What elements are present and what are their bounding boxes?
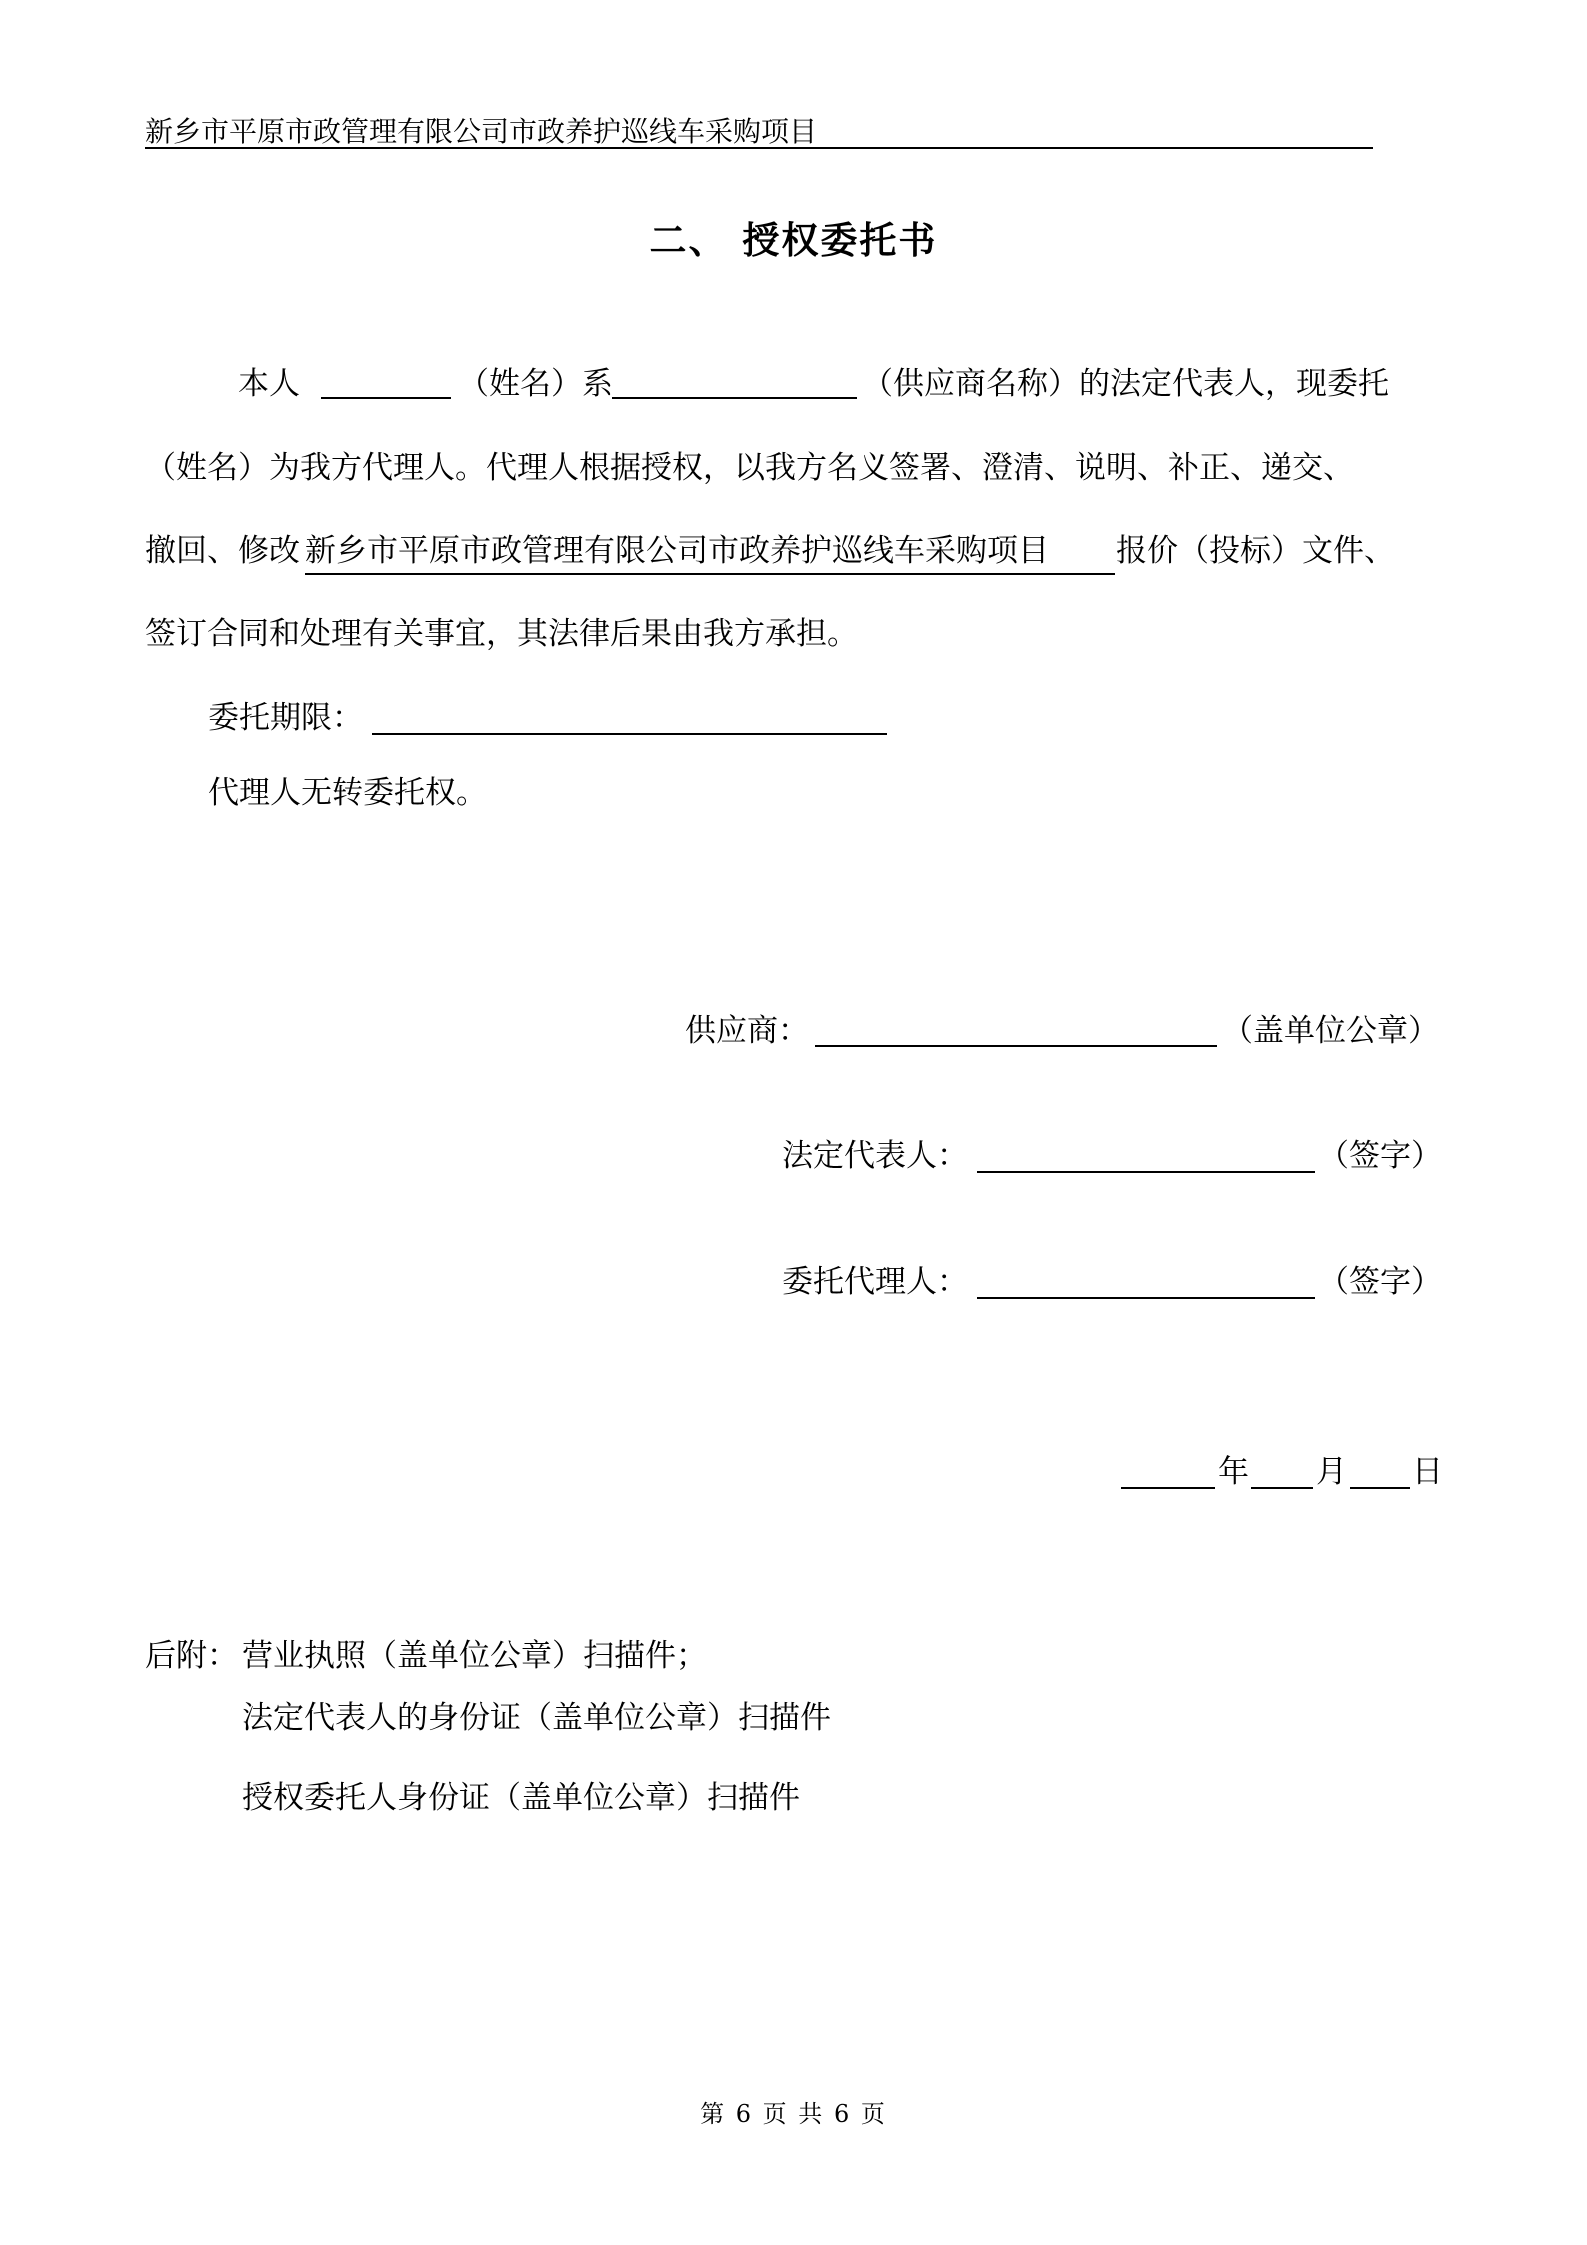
para-line-2: （姓名）为我方代理人。代理人根据授权，以我方名义签署、澄清、说明、补正、递交、: [145, 450, 1354, 486]
day-label: 日: [1412, 1454, 1443, 1490]
para-line-1-suffix: （供应商名称）的法定代表人，现委托: [862, 366, 1389, 402]
para-line-4: 签订合同和处理有关事宜，其法律后果由我方承担。: [145, 616, 858, 652]
para-line-1-name-suffix: （姓名）系: [458, 366, 613, 402]
supplier-name-blank: [612, 397, 857, 399]
no-subdelegation-note: 代理人无转委托权。: [208, 775, 487, 811]
document-header: 新乡市平原市政管理有限公司市政养护巡线车采购项目: [145, 115, 818, 148]
attachments-label: 后附：: [145, 1638, 238, 1674]
header-rule: [145, 147, 1373, 149]
attachment-item-3: 授权委托人身份证（盖单位公章）扫描件: [242, 1780, 800, 1816]
para-line-3-suffix: 报价（投标）文件、: [1116, 533, 1395, 569]
page-title: 二、 授权委托书: [649, 218, 938, 262]
attachment-item-2: 法定代表人的身份证（盖单位公章）扫描件: [242, 1700, 831, 1736]
month-blank: [1251, 1487, 1313, 1489]
supplier-label: 供应商：: [685, 1013, 809, 1049]
para-line-1-prefix: 本人: [238, 366, 300, 402]
legal-rep-signature-blank: [977, 1171, 1315, 1173]
term-label: 委托期限：: [208, 700, 363, 736]
year-blank: [1121, 1487, 1215, 1489]
para-line-3-prefix: 撤回、修改: [145, 533, 300, 569]
supplier-stamp-note: （盖单位公章）: [1222, 1013, 1439, 1049]
name-blank: [321, 397, 451, 399]
agent-label: 委托代理人：: [782, 1264, 968, 1300]
supplier-signature-blank: [815, 1045, 1217, 1047]
year-label: 年: [1218, 1454, 1249, 1490]
attachment-item-1: 营业执照（盖单位公章）扫描件；: [242, 1638, 707, 1674]
project-name-underlined: 新乡市平原市政管理有限公司市政养护巡线车采购项目: [305, 529, 1115, 575]
term-blank: [372, 733, 887, 735]
legal-rep-label: 法定代表人：: [782, 1138, 968, 1174]
page-number: 第 6 页 共 6 页: [700, 2100, 887, 2128]
day-blank: [1350, 1487, 1410, 1489]
agent-signature-blank: [977, 1297, 1315, 1299]
legal-rep-sign-note: （签字）: [1318, 1138, 1442, 1174]
agent-sign-note: （签字）: [1318, 1264, 1442, 1300]
month-label: 月: [1316, 1454, 1347, 1490]
